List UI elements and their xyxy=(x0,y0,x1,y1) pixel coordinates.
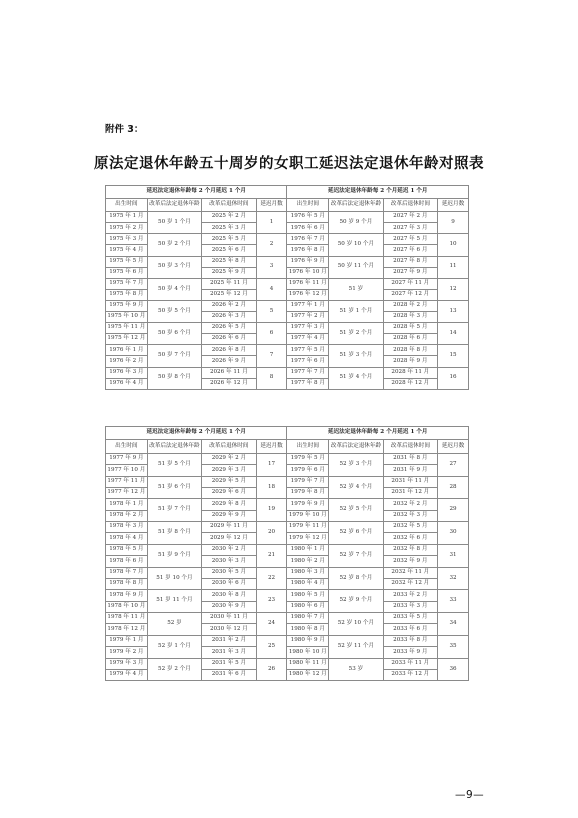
retirement-time-cell: 2030 年 11 月 xyxy=(202,613,256,624)
delay-months-cell: 28 xyxy=(438,476,469,499)
page-number: —9— xyxy=(455,789,485,801)
delay-months-cell: 32 xyxy=(438,567,469,590)
birth-cell: 1980 年 8 月 xyxy=(287,624,329,635)
delay-months-cell: 9 xyxy=(438,212,469,234)
retirement-time-cell: 2028 年 6 月 xyxy=(383,334,437,345)
birth-cell: 1978 年 1 月 xyxy=(106,499,148,510)
retirement-time-cell: 2032 年 11 月 xyxy=(383,567,437,578)
retirement-age-cell: 52 岁 3 个月 xyxy=(329,453,383,476)
retirement-age-cell: 51 岁 5 个月 xyxy=(147,453,201,476)
table-row xyxy=(106,613,469,624)
table-row xyxy=(106,453,469,464)
annex-label: 附件 3： xyxy=(105,124,144,135)
column-header-birth: 出生时间 xyxy=(287,440,329,453)
retirement-age-cell: 51 岁 4 个月 xyxy=(329,367,383,389)
birth-cell: 1979 年 10 月 xyxy=(287,510,329,521)
retirement-age-cell: 50 岁 9 个月 xyxy=(329,212,383,234)
retirement-time-cell: 2033 年 12 月 xyxy=(383,669,437,680)
table-row xyxy=(106,522,469,533)
birth-cell: 1976 年 4 月 xyxy=(106,378,148,389)
birth-cell: 1975 年 5 月 xyxy=(106,256,148,267)
group-header: 延迟法定退休年龄每 2 个月延迟 1 个月 xyxy=(106,186,287,199)
retirement-age-cell: 51 岁 8 个月 xyxy=(147,522,201,545)
document-title: 原法定退休年龄五十周岁的女职工延迟法定退休年龄对照表 xyxy=(94,155,484,172)
retirement-time-cell: 2033 年 6 月 xyxy=(383,624,437,635)
retirement-time-cell: 2025 年 6 月 xyxy=(202,245,256,256)
birth-cell: 1980 年 11 月 xyxy=(287,658,329,669)
birth-cell: 1976 年 11 月 xyxy=(287,278,329,289)
birth-cell: 1980 年 9 月 xyxy=(287,635,329,646)
retirement-age-cell: 51 岁 7 个月 xyxy=(147,499,201,522)
retirement-time-cell: 2025 年 9 月 xyxy=(202,267,256,278)
retirement-table-1 xyxy=(105,185,469,390)
retirement-age-cell: 52 岁 9 个月 xyxy=(329,590,383,613)
retirement-time-cell: 2032 年 9 月 xyxy=(383,556,437,567)
delay-months-cell: 15 xyxy=(438,345,469,367)
birth-cell: 1978 年 9 月 xyxy=(106,590,148,601)
retirement-age-cell: 51 岁 11 个月 xyxy=(147,590,201,613)
birth-cell: 1976 年 1 月 xyxy=(106,345,148,356)
retirement-age-cell: 51 岁 xyxy=(329,278,383,300)
retirement-table-2 xyxy=(105,426,469,681)
retirement-time-cell: 2031 年 11 月 xyxy=(383,476,437,487)
retirement-time-cell: 2032 年 6 月 xyxy=(383,533,437,544)
birth-cell: 1977 年 7 月 xyxy=(287,367,329,378)
birth-cell: 1977 年 8 月 xyxy=(287,378,329,389)
retirement-age-cell: 50 岁 1 个月 xyxy=(147,212,201,234)
retirement-time-cell: 2031 年 3 月 xyxy=(202,647,256,658)
column-header-orig: 改革后法定退休年龄 xyxy=(147,199,201,212)
birth-cell: 1978 年 8 月 xyxy=(106,578,148,589)
birth-cell: 1975 年 12 月 xyxy=(106,334,148,345)
birth-cell: 1975 年 11 月 xyxy=(106,323,148,334)
delay-months-cell: 34 xyxy=(438,613,469,636)
column-header-delay: 延迟月数 xyxy=(438,440,469,453)
delay-months-cell: 23 xyxy=(256,590,287,613)
birth-cell: 1976 年 8 月 xyxy=(287,245,329,256)
column-header-orig: 改革后法定退休年龄 xyxy=(147,440,201,453)
group-header: 延迟法定退休年龄每 2 个月延迟 1 个月 xyxy=(287,427,469,440)
birth-cell: 1980 年 7 月 xyxy=(287,613,329,624)
table-row xyxy=(106,367,469,378)
birth-cell: 1975 年 10 月 xyxy=(106,312,148,323)
retirement-time-cell: 2026 年 5 月 xyxy=(202,323,256,334)
birth-cell: 1976 年 10 月 xyxy=(287,267,329,278)
retirement-time-cell: 2026 年 2 月 xyxy=(202,300,256,311)
retirement-age-cell: 50 岁 7 个月 xyxy=(147,345,201,367)
delay-months-cell: 24 xyxy=(256,613,287,636)
retirement-age-cell: 50 岁 5 个月 xyxy=(147,300,201,322)
birth-cell: 1977 年 4 月 xyxy=(287,334,329,345)
birth-cell: 1977 年 10 月 xyxy=(106,465,148,476)
retirement-time-cell: 2031 年 5 月 xyxy=(202,658,256,669)
retirement-age-cell: 52 岁 6 个月 xyxy=(329,522,383,545)
retirement-time-cell: 2026 年 6 月 xyxy=(202,334,256,345)
birth-cell: 1980 年 4 月 xyxy=(287,578,329,589)
birth-cell: 1980 年 10 月 xyxy=(287,647,329,658)
retirement-age-cell: 51 岁 2 个月 xyxy=(329,323,383,345)
retirement-time-cell: 2028 年 12 月 xyxy=(383,378,437,389)
retirement-time-cell: 2027 年 6 月 xyxy=(383,245,437,256)
column-header-orig: 改革后法定退休年龄 xyxy=(329,440,383,453)
delay-months-cell: 27 xyxy=(438,453,469,476)
column-header-birth: 出生时间 xyxy=(287,199,329,212)
retirement-time-cell: 2031 年 8 月 xyxy=(383,453,437,464)
retirement-time-cell: 2028 年 9 月 xyxy=(383,356,437,367)
birth-cell: 1976 年 12 月 xyxy=(287,289,329,300)
retirement-age-cell: 51 岁 9 个月 xyxy=(147,544,201,567)
retirement-time-cell: 2027 年 9 月 xyxy=(383,267,437,278)
column-header-time: 改革后退休时间 xyxy=(383,199,437,212)
retirement-time-cell: 2032 年 3 月 xyxy=(383,510,437,521)
delay-months-cell: 2 xyxy=(256,234,287,256)
table-row xyxy=(106,345,469,356)
retirement-time-cell: 2030 年 5 月 xyxy=(202,567,256,578)
retirement-time-cell: 2033 年 9 月 xyxy=(383,647,437,658)
table-row xyxy=(106,567,469,578)
birth-cell: 1978 年 7 月 xyxy=(106,567,148,578)
retirement-age-cell: 53 岁 xyxy=(329,658,383,681)
retirement-time-cell: 2032 年 8 月 xyxy=(383,544,437,555)
column-header-birth: 出生时间 xyxy=(106,199,148,212)
delay-months-cell: 10 xyxy=(438,234,469,256)
retirement-time-cell: 2033 年 3 月 xyxy=(383,601,437,612)
column-header-orig: 改革后法定退休年龄 xyxy=(329,199,383,212)
retirement-time-cell: 2027 年 5 月 xyxy=(383,234,437,245)
retirement-time-cell: 2027 年 11 月 xyxy=(383,278,437,289)
birth-cell: 1980 年 5 月 xyxy=(287,590,329,601)
table-row xyxy=(106,476,469,487)
birth-cell: 1979 年 3 月 xyxy=(106,658,148,669)
retirement-age-cell: 50 岁 2 个月 xyxy=(147,234,201,256)
column-header-birth: 出生时间 xyxy=(106,440,148,453)
delay-months-cell: 17 xyxy=(256,453,287,476)
delay-months-cell: 6 xyxy=(256,323,287,345)
birth-cell: 1978 年 10 月 xyxy=(106,601,148,612)
birth-cell: 1977 年 12 月 xyxy=(106,487,148,498)
retirement-time-cell: 2030 年 6 月 xyxy=(202,578,256,589)
table-row xyxy=(106,499,469,510)
birth-cell: 1975 年 9 月 xyxy=(106,300,148,311)
delay-months-cell: 16 xyxy=(438,367,469,389)
delay-months-cell: 31 xyxy=(438,544,469,567)
retirement-time-cell: 2027 年 8 月 xyxy=(383,256,437,267)
delay-months-cell: 8 xyxy=(256,367,287,389)
delay-months-cell: 12 xyxy=(438,278,469,300)
birth-cell: 1977 年 6 月 xyxy=(287,356,329,367)
birth-cell: 1976 年 3 月 xyxy=(106,367,148,378)
birth-cell: 1975 年 1 月 xyxy=(106,212,148,223)
retirement-time-cell: 2031 年 2 月 xyxy=(202,635,256,646)
column-header-time: 改革后退休时间 xyxy=(202,440,256,453)
birth-cell: 1979 年 9 月 xyxy=(287,499,329,510)
column-header-delay: 延迟月数 xyxy=(256,199,287,212)
delay-months-cell: 25 xyxy=(256,635,287,658)
grid-table xyxy=(105,426,469,681)
table-row xyxy=(106,234,469,245)
birth-cell: 1975 年 4 月 xyxy=(106,245,148,256)
birth-cell: 1975 年 7 月 xyxy=(106,278,148,289)
birth-cell: 1978 年 4 月 xyxy=(106,533,148,544)
delay-months-cell: 14 xyxy=(438,323,469,345)
birth-cell: 1975 年 6 月 xyxy=(106,267,148,278)
column-header-delay: 延迟月数 xyxy=(438,199,469,212)
birth-cell: 1976 年 5 月 xyxy=(287,212,329,223)
delay-months-cell: 4 xyxy=(256,278,287,300)
delay-months-cell: 35 xyxy=(438,635,469,658)
retirement-age-cell: 50 岁 4 个月 xyxy=(147,278,201,300)
retirement-age-cell: 51 岁 10 个月 xyxy=(147,567,201,590)
delay-months-cell: 20 xyxy=(256,522,287,545)
birth-cell: 1978 年 2 月 xyxy=(106,510,148,521)
birth-cell: 1977 年 2 月 xyxy=(287,312,329,323)
birth-cell: 1979 年 11 月 xyxy=(287,522,329,533)
birth-cell: 1978 年 11 月 xyxy=(106,613,148,624)
birth-cell: 1978 年 5 月 xyxy=(106,544,148,555)
delay-months-cell: 11 xyxy=(438,256,469,278)
retirement-time-cell: 2029 年 2 月 xyxy=(202,453,256,464)
birth-cell: 1980 年 12 月 xyxy=(287,669,329,680)
retirement-time-cell: 2026 年 9 月 xyxy=(202,356,256,367)
table-row xyxy=(106,212,469,223)
column-header-time: 改革后退休时间 xyxy=(202,199,256,212)
birth-cell: 1976 年 6 月 xyxy=(287,223,329,234)
retirement-age-cell: 52 岁 8 个月 xyxy=(329,567,383,590)
table-row xyxy=(106,300,469,311)
delay-months-cell: 33 xyxy=(438,590,469,613)
retirement-time-cell: 2025 年 8 月 xyxy=(202,256,256,267)
retirement-time-cell: 2028 年 11 月 xyxy=(383,367,437,378)
retirement-time-cell: 2029 年 6 月 xyxy=(202,487,256,498)
birth-cell: 1978 年 12 月 xyxy=(106,624,148,635)
retirement-time-cell: 2026 年 11 月 xyxy=(202,367,256,378)
delay-months-cell: 22 xyxy=(256,567,287,590)
delay-months-cell: 7 xyxy=(256,345,287,367)
retirement-time-cell: 2027 年 2 月 xyxy=(383,212,437,223)
retirement-age-cell: 52 岁 1 个月 xyxy=(147,635,201,658)
retirement-time-cell: 2031 年 6 月 xyxy=(202,669,256,680)
retirement-time-cell: 2028 年 5 月 xyxy=(383,323,437,334)
retirement-time-cell: 2032 年 12 月 xyxy=(383,578,437,589)
delay-months-cell: 21 xyxy=(256,544,287,567)
retirement-time-cell: 2026 年 8 月 xyxy=(202,345,256,356)
birth-cell: 1979 年 5 月 xyxy=(287,453,329,464)
table-row xyxy=(106,658,469,669)
birth-cell: 1977 年 1 月 xyxy=(287,300,329,311)
retirement-age-cell: 51 岁 1 个月 xyxy=(329,300,383,322)
table-row xyxy=(106,544,469,555)
birth-cell: 1978 年 6 月 xyxy=(106,556,148,567)
birth-cell: 1975 年 3 月 xyxy=(106,234,148,245)
retirement-time-cell: 2026 年 12 月 xyxy=(202,378,256,389)
birth-cell: 1979 年 7 月 xyxy=(287,476,329,487)
birth-cell: 1977 年 5 月 xyxy=(287,345,329,356)
delay-months-cell: 1 xyxy=(256,212,287,234)
retirement-time-cell: 2025 年 11 月 xyxy=(202,278,256,289)
birth-cell: 1975 年 8 月 xyxy=(106,289,148,300)
birth-cell: 1977 年 11 月 xyxy=(106,476,148,487)
birth-cell: 1979 年 4 月 xyxy=(106,669,148,680)
birth-cell: 1975 年 2 月 xyxy=(106,223,148,234)
birth-cell: 1978 年 3 月 xyxy=(106,522,148,533)
delay-months-cell: 13 xyxy=(438,300,469,322)
birth-cell: 1979 年 1 月 xyxy=(106,635,148,646)
retirement-time-cell: 2029 年 3 月 xyxy=(202,465,256,476)
birth-cell: 1980 年 3 月 xyxy=(287,567,329,578)
retirement-time-cell: 2033 年 2 月 xyxy=(383,590,437,601)
retirement-time-cell: 2026 年 3 月 xyxy=(202,312,256,323)
birth-cell: 1977 年 9 月 xyxy=(106,453,148,464)
retirement-age-cell: 52 岁 10 个月 xyxy=(329,613,383,636)
birth-cell: 1976 年 2 月 xyxy=(106,356,148,367)
table-row xyxy=(106,278,469,289)
delay-months-cell: 30 xyxy=(438,522,469,545)
retirement-age-cell: 52 岁 11 个月 xyxy=(329,635,383,658)
retirement-time-cell: 2029 年 9 月 xyxy=(202,510,256,521)
column-header-time: 改革后退休时间 xyxy=(383,440,437,453)
delay-months-cell: 26 xyxy=(256,658,287,681)
retirement-time-cell: 2029 年 12 月 xyxy=(202,533,256,544)
birth-cell: 1980 年 1 月 xyxy=(287,544,329,555)
retirement-time-cell: 2025 年 2 月 xyxy=(202,212,256,223)
retirement-time-cell: 2028 年 3 月 xyxy=(383,312,437,323)
retirement-time-cell: 2025 年 12 月 xyxy=(202,289,256,300)
retirement-age-cell: 50 岁 11 个月 xyxy=(329,256,383,278)
retirement-time-cell: 2033 年 11 月 xyxy=(383,658,437,669)
birth-cell: 1980 年 6 月 xyxy=(287,601,329,612)
retirement-time-cell: 2030 年 2 月 xyxy=(202,544,256,555)
retirement-time-cell: 2025 年 5 月 xyxy=(202,234,256,245)
retirement-age-cell: 52 岁 5 个月 xyxy=(329,499,383,522)
delay-months-cell: 36 xyxy=(438,658,469,681)
column-header-delay: 延迟月数 xyxy=(256,440,287,453)
retirement-time-cell: 2028 年 8 月 xyxy=(383,345,437,356)
delay-months-cell: 3 xyxy=(256,256,287,278)
group-header: 延迟法定退休年龄每 2 个月延迟 1 个月 xyxy=(287,186,469,199)
retirement-time-cell: 2029 年 5 月 xyxy=(202,476,256,487)
birth-cell: 1980 年 2 月 xyxy=(287,556,329,567)
retirement-time-cell: 2027 年 3 月 xyxy=(383,223,437,234)
retirement-age-cell: 52 岁 4 个月 xyxy=(329,476,383,499)
retirement-age-cell: 52 岁 7 个月 xyxy=(329,544,383,567)
retirement-time-cell: 2032 年 2 月 xyxy=(383,499,437,510)
retirement-time-cell: 2027 年 12 月 xyxy=(383,289,437,300)
retirement-time-cell: 2030 年 8 月 xyxy=(202,590,256,601)
retirement-time-cell: 2030 年 9 月 xyxy=(202,601,256,612)
birth-cell: 1977 年 3 月 xyxy=(287,323,329,334)
birth-cell: 1979 年 2 月 xyxy=(106,647,148,658)
birth-cell: 1976 年 7 月 xyxy=(287,234,329,245)
retirement-time-cell: 2029 年 11 月 xyxy=(202,522,256,533)
retirement-age-cell: 50 岁 10 个月 xyxy=(329,234,383,256)
retirement-age-cell: 52 岁 2 个月 xyxy=(147,658,201,681)
table-row xyxy=(106,323,469,334)
retirement-age-cell: 50 岁 3 个月 xyxy=(147,256,201,278)
retirement-time-cell: 2033 年 8 月 xyxy=(383,635,437,646)
birth-cell: 1979 年 8 月 xyxy=(287,487,329,498)
group-header: 延迟法定退休年龄每 2 个月延迟 1 个月 xyxy=(106,427,287,440)
table-row xyxy=(106,635,469,646)
birth-cell: 1976 年 9 月 xyxy=(287,256,329,267)
retirement-age-cell: 52 岁 xyxy=(147,613,201,636)
retirement-time-cell: 2030 年 12 月 xyxy=(202,624,256,635)
retirement-time-cell: 2032 年 5 月 xyxy=(383,522,437,533)
retirement-time-cell: 2033 年 5 月 xyxy=(383,613,437,624)
table-row xyxy=(106,256,469,267)
retirement-time-cell: 2030 年 3 月 xyxy=(202,556,256,567)
retirement-age-cell: 51 岁 6 个月 xyxy=(147,476,201,499)
table-row xyxy=(106,590,469,601)
delay-months-cell: 19 xyxy=(256,499,287,522)
delay-months-cell: 18 xyxy=(256,476,287,499)
retirement-time-cell: 2031 年 9 月 xyxy=(383,465,437,476)
birth-cell: 1979 年 12 月 xyxy=(287,533,329,544)
retirement-time-cell: 2031 年 12 月 xyxy=(383,487,437,498)
retirement-time-cell: 2029 年 8 月 xyxy=(202,499,256,510)
birth-cell: 1979 年 6 月 xyxy=(287,465,329,476)
grid-table xyxy=(105,185,469,390)
delay-months-cell: 5 xyxy=(256,300,287,322)
retirement-time-cell: 2025 年 3 月 xyxy=(202,223,256,234)
retirement-time-cell: 2028 年 2 月 xyxy=(383,300,437,311)
delay-months-cell: 29 xyxy=(438,499,469,522)
retirement-age-cell: 50 岁 8 个月 xyxy=(147,367,201,389)
retirement-age-cell: 50 岁 6 个月 xyxy=(147,323,201,345)
retirement-age-cell: 51 岁 3 个月 xyxy=(329,345,383,367)
